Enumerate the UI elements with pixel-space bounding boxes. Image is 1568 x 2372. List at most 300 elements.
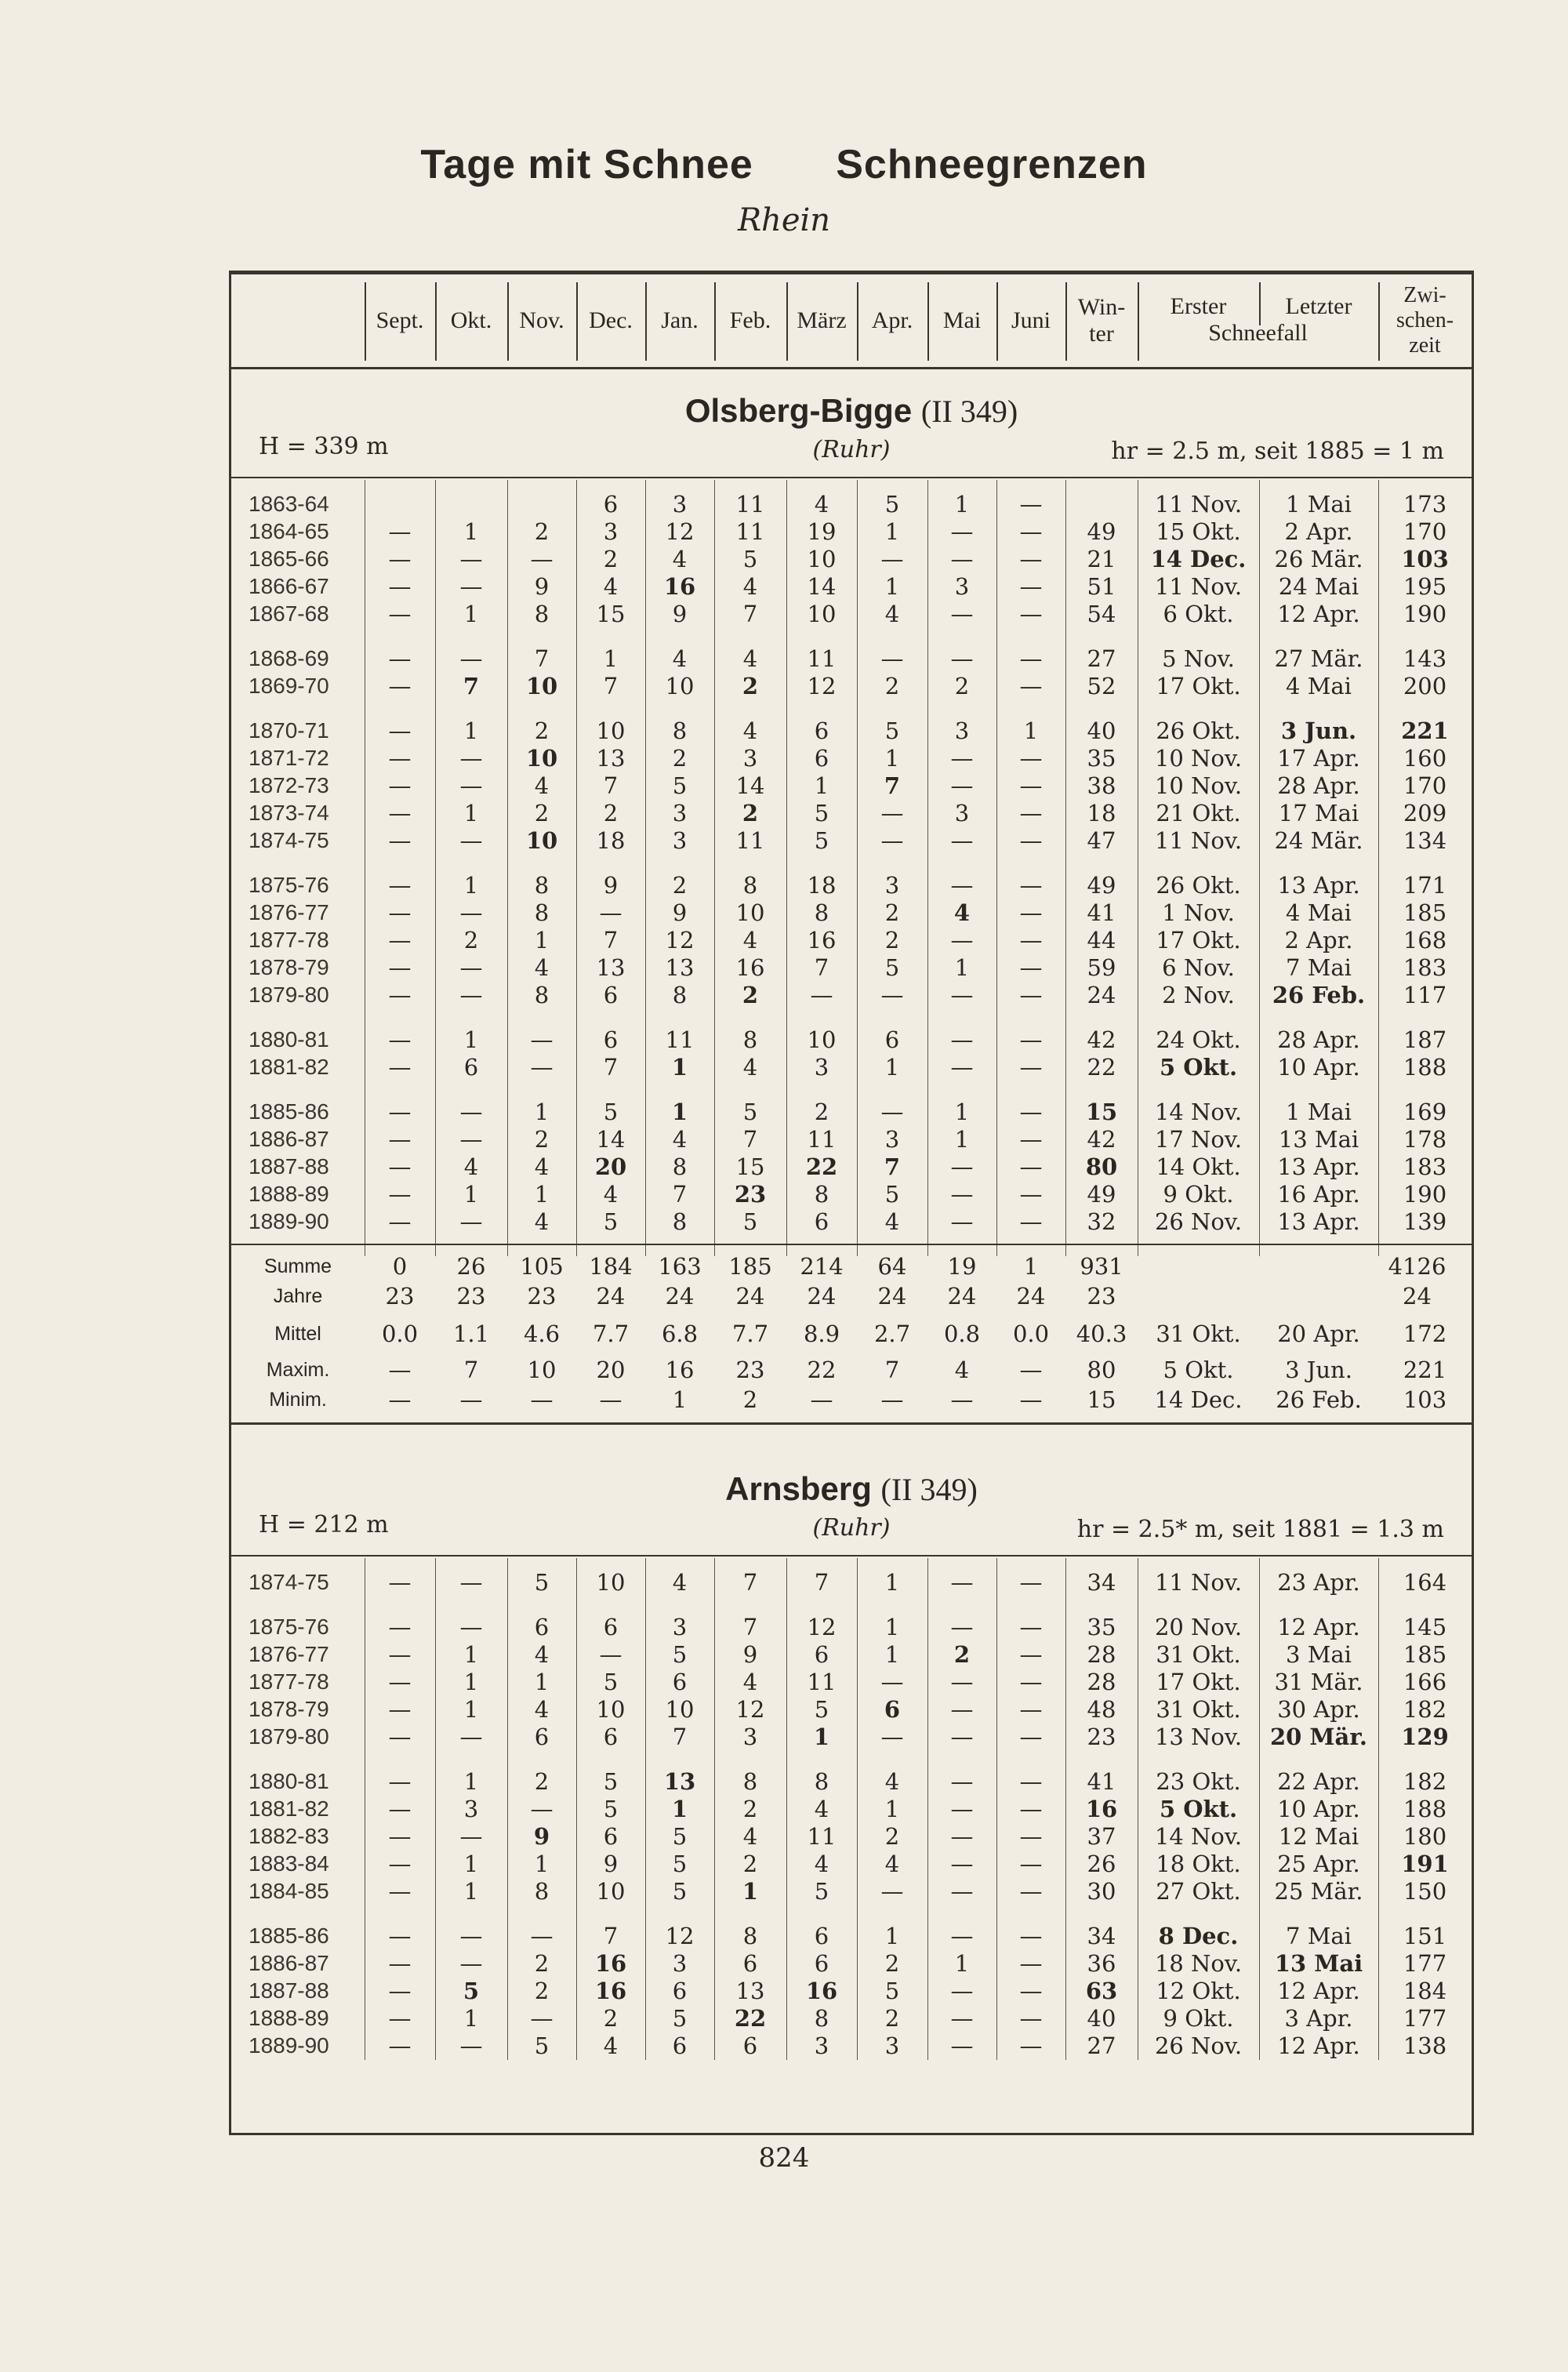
stat-cell: 23	[735, 1357, 765, 1383]
table-cell: 7	[672, 1724, 688, 1750]
table-cell: 4	[672, 645, 688, 672]
table-cell: 20 Nov.	[1154, 1614, 1243, 1640]
table-cell: 11 Nov.	[1154, 1569, 1243, 1596]
header-month: Mai	[942, 307, 982, 333]
table-cell: 1	[463, 1181, 479, 1208]
table-cell: 143	[1403, 645, 1447, 672]
stat-cell: 31 Okt.	[1156, 1320, 1241, 1347]
table-cell: 3	[672, 1614, 688, 1640]
table-cell: 12	[735, 1696, 765, 1723]
table-cell: —	[388, 745, 412, 772]
table-cell: 139	[1403, 1208, 1447, 1235]
table-cell: —	[388, 1724, 412, 1750]
table-cell: 7	[814, 1569, 829, 1596]
table-cell: 41	[1087, 1768, 1116, 1795]
table-header	[231, 274, 1472, 369]
table-cell: 9	[534, 573, 550, 600]
table-cell: 2	[814, 1099, 829, 1125]
table-cell: 2	[742, 982, 759, 1008]
row-year: 1879-80	[249, 1724, 329, 1749]
table-cell: 21	[1087, 546, 1116, 572]
table-row	[231, 1978, 1472, 2004]
table-cell: 2	[534, 800, 550, 826]
table-cell: 7	[884, 772, 901, 799]
table-cell: 6	[884, 1026, 900, 1053]
table-cell: 18	[807, 872, 837, 899]
table-cell: —	[950, 872, 974, 899]
table-cell	[365, 491, 435, 518]
stat-label: Summe	[263, 1255, 332, 1277]
table-cell: —	[388, 1851, 412, 1877]
table-cell: —	[530, 1054, 554, 1081]
table-cell: —	[388, 954, 412, 981]
table-cell: 11	[665, 1026, 695, 1053]
table-cell: 2	[884, 899, 900, 926]
table-cell: —	[950, 2005, 974, 2032]
table-cell: 1	[884, 745, 900, 772]
table-cell: 13	[596, 954, 626, 981]
table-cell: 187	[1403, 1026, 1447, 1053]
table-cell: 5 Okt.	[1159, 1054, 1238, 1081]
table-cell: 42	[1087, 1026, 1116, 1053]
stat-cell: 103	[1403, 1386, 1447, 1413]
stat-cell: 23	[385, 1283, 415, 1310]
table-cell: 1	[813, 1724, 830, 1750]
table-row	[231, 546, 1472, 572]
stat-cell: 24	[665, 1283, 695, 1310]
table-cell: 7	[884, 1153, 901, 1180]
table-cell: 6	[534, 1614, 550, 1640]
table-cell: 170	[1403, 772, 1447, 799]
header-divider	[576, 282, 578, 361]
table-cell: 7	[603, 772, 619, 799]
table-cell: 12 Apr.	[1277, 2032, 1360, 2059]
table-cell: 4	[742, 1669, 758, 1695]
table-cell: 11 Nov.	[1154, 827, 1243, 854]
table-cell: 6	[672, 1978, 688, 2004]
table-cell: —	[459, 772, 483, 799]
station-rain-gauge: hr = 2.5* m, seit 1881 = 1.3 m	[1076, 1516, 1444, 1543]
header-divider	[996, 282, 998, 361]
stat-cell: 4	[954, 1357, 970, 1383]
table-cell: 150	[1403, 1878, 1447, 1905]
table-row	[231, 827, 1472, 854]
table-cell: —	[459, 1614, 483, 1640]
table-cell: 23	[734, 1181, 767, 1208]
table-cell: 40	[1087, 717, 1116, 744]
table-cell: 12 Apr.	[1277, 601, 1360, 627]
table-cell: 1	[671, 1796, 688, 1822]
table-cell: 184	[1403, 1978, 1447, 2004]
table-cell: —	[1019, 1181, 1043, 1208]
table-cell: —	[1019, 573, 1043, 600]
table-cell: 20	[594, 1153, 627, 1180]
section-divider	[231, 1422, 1472, 1425]
table-cell: 59	[1087, 954, 1116, 981]
stat-cell: 0	[392, 1253, 408, 1280]
table-cell: 1	[954, 1126, 970, 1153]
table-cell: 3 Apr.	[1284, 2005, 1353, 2032]
table-cell: —	[459, 954, 483, 981]
table-cell: 14	[596, 1126, 626, 1153]
table-cell: 9 Okt.	[1163, 1181, 1234, 1208]
header-erster: Erster	[1170, 292, 1227, 319]
table-row	[231, 573, 1472, 600]
table-cell: 6	[534, 1724, 550, 1750]
table-cell: 49	[1087, 1181, 1116, 1208]
row-year: 1889-90	[249, 2033, 329, 2058]
table-cell: —	[388, 717, 412, 744]
table-cell: 12 Apr.	[1277, 1978, 1360, 2004]
table-cell: 4	[742, 717, 758, 744]
table-cell: 3	[672, 491, 688, 518]
table-cell: 2	[742, 673, 759, 699]
table-cell: 80	[1085, 1153, 1118, 1180]
header-month: Jan.	[661, 307, 699, 333]
table-cell: —	[388, 1696, 412, 1723]
header-month: Juni	[1011, 307, 1051, 333]
table-cell: 6	[884, 1696, 901, 1723]
table-cell: —	[880, 1099, 904, 1125]
table-cell: 5	[884, 954, 900, 981]
table-cell: 13 Nov.	[1154, 1724, 1243, 1750]
table-cell: —	[950, 1923, 974, 1949]
table-cell: 49	[1087, 518, 1116, 545]
table-cell: 221	[1401, 717, 1449, 744]
table-row	[231, 772, 1472, 799]
table-cell: 8	[814, 1181, 829, 1208]
table-cell: 3	[742, 1724, 758, 1750]
station-name: Arnsberg	[725, 1470, 872, 1507]
table-cell: 1	[884, 1569, 900, 1596]
table-cell: 13	[735, 1978, 765, 2004]
stat-cell: 14 Dec.	[1154, 1386, 1243, 1413]
stat-cell: 24	[735, 1283, 765, 1310]
table-cell: —	[1019, 1696, 1043, 1723]
table-cell: —	[388, 1026, 412, 1053]
station-region: (II 349)	[880, 1472, 978, 1507]
table-cell: —	[1019, 982, 1043, 1008]
table-cell: 2	[603, 800, 619, 826]
table-cell: 15	[735, 1153, 765, 1180]
table-cell: 27 Okt.	[1156, 1878, 1241, 1905]
table-cell: 10	[596, 1696, 626, 1723]
table-cell: 1	[884, 573, 900, 600]
table-cell: 13	[596, 745, 626, 772]
table-cell: 17 Okt.	[1156, 1669, 1241, 1695]
table-cell: 4	[884, 1851, 900, 1877]
table-cell: 6 Okt.	[1163, 601, 1234, 627]
table-cell: —	[1019, 1569, 1043, 1596]
stat-cell: 163	[658, 1253, 702, 1280]
header-divider	[857, 282, 858, 361]
stat-cell: 24	[596, 1283, 626, 1310]
table-cell: —	[1019, 1978, 1043, 2004]
stat-cell: —	[1019, 1386, 1043, 1413]
row-year: 1887-88	[249, 1978, 329, 2003]
table-cell: 4	[742, 573, 758, 600]
table-cell: 10	[665, 673, 695, 699]
row-year: 1886-87	[249, 1951, 329, 1975]
table-cell: 13	[665, 954, 695, 981]
table-cell: —	[388, 1614, 412, 1640]
table-cell: —	[1019, 872, 1043, 899]
table-cell: 2	[742, 1796, 758, 1822]
row-year: 1888-89	[249, 2006, 329, 2030]
table-cell: 8	[742, 1923, 758, 1949]
table-cell: —	[388, 1796, 412, 1822]
table-row	[231, 717, 1472, 744]
table-cell: 1 Mai	[1286, 491, 1352, 518]
table-cell: 2	[884, 927, 900, 954]
table-cell: 28	[1087, 1641, 1116, 1668]
table-cell: 3	[954, 800, 970, 826]
row-year: 1878-79	[249, 1697, 329, 1721]
snow-table	[229, 271, 1474, 2135]
table-cell: 10	[525, 827, 558, 854]
stat-cell: 4.6	[523, 1320, 561, 1347]
table-cell: 1	[534, 1851, 550, 1877]
stat-cell: 24	[1016, 1283, 1046, 1310]
table-cell: 2	[884, 1950, 900, 1977]
table-cell: —	[388, 1923, 412, 1949]
table-cell: 5	[742, 1208, 758, 1235]
header-divider	[1138, 282, 1139, 361]
stat-row	[231, 1386, 1472, 1413]
table-cell: —	[880, 645, 904, 672]
table-cell: —	[459, 1724, 483, 1750]
table-cell: 7	[742, 1126, 758, 1153]
table-cell: 168	[1403, 927, 1447, 954]
table-cell: 3	[672, 1950, 688, 1977]
stat-label: Minim.	[269, 1389, 327, 1411]
stat-cell: 6.8	[661, 1320, 699, 1347]
stat-cell: 0.0	[1012, 1320, 1050, 1347]
stat-cell	[1259, 1253, 1378, 1280]
table-cell: 10 Apr.	[1277, 1054, 1360, 1081]
table-cell: 10	[596, 1878, 626, 1905]
table-cell: 8	[534, 872, 550, 899]
table-cell: 185	[1403, 899, 1447, 926]
table-cell: 180	[1403, 1823, 1447, 1850]
stat-label: Maxim.	[266, 1359, 330, 1381]
table-cell: 185	[1403, 1641, 1447, 1668]
table-cell: —	[388, 518, 412, 545]
table-cell: —	[388, 1978, 412, 2004]
header-month: Feb.	[729, 307, 771, 333]
stat-cell: 931	[1080, 1253, 1123, 1280]
table-cell: 44	[1087, 927, 1116, 954]
table-cell: 13 Mai	[1274, 1950, 1363, 1977]
section-divider	[231, 1555, 1472, 1557]
table-cell: —	[950, 601, 974, 627]
table-cell: —	[880, 982, 904, 1008]
table-cell: 16	[594, 1950, 627, 1977]
table-row	[231, 954, 1472, 981]
table-cell: 171	[1403, 872, 1447, 899]
table-cell: 4	[884, 1768, 900, 1795]
table-row	[231, 1878, 1472, 1905]
table-cell: 22	[805, 1153, 838, 1180]
table-cell: 191	[1401, 1851, 1449, 1877]
table-cell: 7	[672, 1181, 688, 1208]
stat-cell: 0.8	[943, 1320, 981, 1347]
table-cell: 182	[1403, 1768, 1447, 1795]
stat-cell: 1	[1023, 1253, 1039, 1280]
table-cell: 35	[1087, 745, 1116, 772]
table-cell: 6	[603, 982, 619, 1008]
table-cell: 2	[603, 546, 619, 572]
header-divider	[786, 282, 788, 361]
table-cell: 1	[814, 772, 829, 799]
table-cell: —	[950, 745, 974, 772]
row-year: 1865-66	[249, 547, 329, 571]
table-cell: 11 Nov.	[1154, 491, 1243, 518]
table-cell: 5	[884, 491, 900, 518]
table-cell: 7	[603, 1923, 619, 1949]
table-cell: 173	[1403, 491, 1447, 518]
table-cell: 34	[1087, 1569, 1116, 1596]
table-cell: 23	[1087, 1724, 1116, 1750]
table-cell: 1	[884, 518, 900, 545]
table-cell: 1 Nov.	[1162, 899, 1235, 926]
stat-cell: —	[880, 1386, 904, 1413]
table-cell: —	[950, 1696, 974, 1723]
table-cell: 6	[814, 1950, 829, 1977]
table-cell: 48	[1087, 1696, 1116, 1723]
table-row	[231, 1923, 1472, 1949]
table-cell: 1	[463, 872, 479, 899]
table-cell: —	[388, 673, 412, 699]
table-cell: 8	[534, 1878, 550, 1905]
table-row	[231, 1724, 1472, 1750]
stat-cell: —	[1019, 1357, 1043, 1383]
table-cell: 12	[665, 1923, 695, 1949]
table-cell: —	[459, 1950, 483, 1977]
table-cell: 35	[1087, 1614, 1116, 1640]
stat-cell: 5 Okt.	[1163, 1357, 1234, 1383]
table-cell: 22	[734, 2005, 767, 2032]
table-cell: 6	[603, 491, 619, 518]
stat-row	[231, 1357, 1472, 1383]
table-cell	[507, 491, 576, 518]
table-cell: 7 Mai	[1286, 954, 1352, 981]
table-cell: —	[459, 645, 483, 672]
table-cell: 7	[742, 1569, 758, 1596]
table-cell: 10	[596, 717, 626, 744]
table-cell: —	[388, 1054, 412, 1081]
table-cell: 26 Okt.	[1156, 872, 1241, 899]
table-row	[231, 1641, 1472, 1668]
table-cell: 188	[1403, 1796, 1447, 1822]
table-cell: 15 Okt.	[1156, 518, 1241, 545]
table-cell: —	[599, 899, 622, 926]
row-year: 1879-80	[249, 983, 329, 1007]
table-cell: 183	[1403, 954, 1447, 981]
table-cell: —	[388, 1126, 412, 1153]
table-cell: 6	[463, 1054, 479, 1081]
table-cell: 5	[814, 1696, 829, 1723]
row-year: 1863-64	[249, 492, 329, 516]
row-year: 1876-77	[249, 1642, 329, 1666]
table-cell: 2	[534, 1126, 550, 1153]
table-cell: 16	[805, 1978, 838, 2004]
page-subtitle: Rhein	[737, 202, 831, 238]
table-row	[231, 1026, 1472, 1053]
table-cell: 4	[534, 954, 550, 981]
table-cell: —	[388, 899, 412, 926]
table-cell: 42	[1087, 1126, 1116, 1153]
table-cell: 13 Apr.	[1277, 1208, 1360, 1235]
table-row	[231, 927, 1472, 954]
stat-cell: —	[459, 1386, 483, 1413]
table-cell: 2 Nov.	[1162, 982, 1235, 1008]
table-row	[231, 899, 1472, 926]
header-month: Okt.	[450, 307, 492, 333]
table-cell: —	[388, 1181, 412, 1208]
stat-cell: 7	[463, 1357, 479, 1383]
table-cell: —	[880, 1669, 904, 1695]
table-cell: 26 Nov.	[1154, 2032, 1243, 2059]
table-cell: 190	[1403, 601, 1447, 627]
table-cell: —	[1019, 1026, 1043, 1053]
row-year: 1873-74	[249, 801, 329, 825]
row-year: 1870-71	[249, 718, 329, 743]
stat-cell	[1259, 1283, 1378, 1310]
table-cell: 164	[1403, 1569, 1447, 1596]
table-row	[231, 745, 1472, 772]
stat-cell: 22	[807, 1357, 837, 1383]
table-cell: 200	[1403, 673, 1447, 699]
table-cell: 20 Mär.	[1269, 1724, 1368, 1750]
table-cell: —	[459, 2032, 483, 2059]
stat-cell: 7.7	[592, 1320, 630, 1347]
table-cell: 41	[1087, 899, 1116, 926]
table-cell: 8	[814, 1768, 829, 1795]
table-cell: 5	[603, 1669, 619, 1695]
stat-cell: 16	[665, 1357, 695, 1383]
header-divider	[1065, 282, 1067, 361]
table-cell: —	[1019, 601, 1043, 627]
table-cell: 1	[954, 491, 970, 518]
table-cell: 18	[1087, 800, 1116, 826]
stat-cell: 26	[456, 1253, 486, 1280]
table-cell: 3	[814, 1054, 829, 1081]
table-cell: —	[1019, 2005, 1043, 2032]
title-right: Schneegrenzen	[836, 142, 1148, 187]
table-cell: —	[1019, 645, 1043, 672]
table-cell: 5	[672, 1641, 688, 1668]
row-year: 1885-86	[249, 1923, 329, 1948]
stat-cell: 40.3	[1076, 1320, 1127, 1347]
table-row	[231, 982, 1472, 1008]
table-cell: —	[950, 1614, 974, 1640]
stat-cell: 184	[589, 1253, 633, 1280]
table-cell: 28 Apr.	[1277, 1026, 1360, 1053]
table-cell: 2	[534, 1768, 550, 1795]
table-cell: 2	[953, 1641, 971, 1668]
table-cell: 2	[884, 2005, 900, 2032]
table-cell: —	[880, 546, 904, 572]
table-cell: 190	[1403, 1181, 1447, 1208]
table-cell: 16	[1085, 1796, 1118, 1822]
table-cell: 209	[1403, 800, 1447, 826]
table-cell: —	[1019, 1768, 1043, 1795]
table-cell: 5 Okt.	[1159, 1796, 1238, 1822]
table-cell: —	[1019, 1126, 1043, 1153]
stat-cell: —	[388, 1357, 412, 1383]
page-number: 824	[758, 2142, 810, 2174]
